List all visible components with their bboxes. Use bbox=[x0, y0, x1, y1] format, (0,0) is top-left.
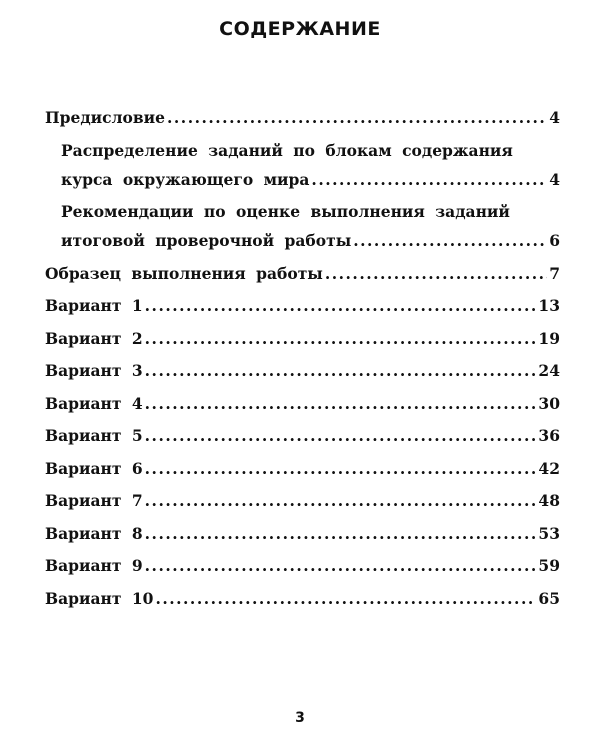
page-title: СОДЕРЖАНИЕ bbox=[219, 18, 381, 40]
toc-entry-variant-10[interactable] bbox=[45, 589, 560, 622]
leader-dots bbox=[145, 296, 537, 315]
toc-entry-label: Образец выполнения работы bbox=[45, 263, 323, 283]
toc-entry-page: 42 bbox=[538, 458, 560, 478]
toc-entry-variant-9[interactable] bbox=[45, 556, 560, 589]
toc-entry-label: курса окружающего мира bbox=[61, 169, 310, 189]
toc-entry-page: 4 bbox=[549, 169, 560, 189]
toc-entry-page: 36 bbox=[538, 426, 560, 445]
toc-entry-variant-1[interactable] bbox=[45, 296, 560, 329]
leader-dots bbox=[145, 394, 537, 413]
leader-dots bbox=[145, 524, 537, 543]
toc-entry-page: 53 bbox=[538, 523, 560, 543]
toc-entry-label: Вариант 1 bbox=[45, 296, 143, 315]
leader-dots bbox=[155, 589, 536, 608]
leader-dots bbox=[145, 459, 537, 478]
toc-entry-page: 7 bbox=[549, 263, 560, 283]
toc-entry-distribution[interactable] bbox=[45, 170, 560, 203]
toc-entry-label: Вариант 4 bbox=[45, 393, 143, 413]
leader-dots bbox=[145, 491, 537, 510]
toc-entry-variant-8[interactable] bbox=[45, 524, 560, 557]
toc-entry-label: Вариант 7 bbox=[45, 491, 143, 510]
toc-entry-variant-4[interactable] bbox=[45, 394, 560, 427]
leader-dots bbox=[167, 108, 547, 127]
toc-entry-page: 65 bbox=[538, 588, 560, 608]
toc-entry-label: Вариант 10 bbox=[45, 588, 154, 608]
leader-dots bbox=[145, 361, 537, 380]
toc-entry-page: 19 bbox=[538, 328, 560, 348]
toc-entry-page: 30 bbox=[538, 393, 560, 413]
leader-dots bbox=[145, 426, 537, 445]
leader-dots bbox=[311, 170, 547, 189]
leader-dots bbox=[145, 329, 537, 348]
toc-entry-page: 59 bbox=[538, 556, 560, 575]
leader-dots bbox=[325, 264, 547, 283]
page-number: 3 bbox=[295, 710, 305, 726]
toc-entry-preface[interactable] bbox=[45, 108, 560, 141]
toc-entry-label: Предисловие bbox=[45, 108, 165, 127]
toc-entry-variant-5[interactable] bbox=[45, 426, 560, 459]
toc-entry-label: Вариант 3 bbox=[45, 361, 143, 380]
toc-entry-label: Вариант 2 bbox=[45, 328, 143, 348]
toc-entry-recommendations-line1[interactable] bbox=[45, 202, 560, 231]
toc-entry-variant-2[interactable] bbox=[45, 329, 560, 362]
toc-entry-label: Вариант 6 bbox=[45, 458, 143, 478]
toc-entry-label: Вариант 9 bbox=[45, 556, 143, 575]
toc-entry-variant-3[interactable] bbox=[45, 361, 560, 394]
leader-dots bbox=[145, 556, 537, 575]
toc-entry-page: 13 bbox=[538, 296, 560, 315]
toc-entry-recommendations[interactable] bbox=[45, 231, 560, 264]
toc-entry-label: итоговой проверочной работы bbox=[61, 231, 352, 250]
toc-entry-label: Рекомендации по оценке выполнения заданий bbox=[61, 202, 510, 221]
leader-dots bbox=[353, 231, 547, 250]
toc-entry-distribution-line1[interactable] bbox=[45, 141, 560, 170]
toc-entry-page: 48 bbox=[538, 491, 560, 510]
toc-entry-variant-6[interactable] bbox=[45, 459, 560, 492]
toc-entry-label: Вариант 5 bbox=[45, 426, 143, 445]
toc-entry-label: Вариант 8 bbox=[45, 523, 143, 543]
toc-entry-page: 6 bbox=[549, 231, 560, 250]
toc-entry-page: 4 bbox=[549, 108, 560, 127]
toc-entry-page: 24 bbox=[538, 361, 560, 380]
toc-entry-label: Распределение заданий по блокам содержания bbox=[61, 140, 513, 160]
toc-entry-variant-7[interactable] bbox=[45, 491, 560, 524]
table-of-contents bbox=[45, 108, 560, 621]
toc-entry-sample[interactable] bbox=[45, 264, 560, 297]
